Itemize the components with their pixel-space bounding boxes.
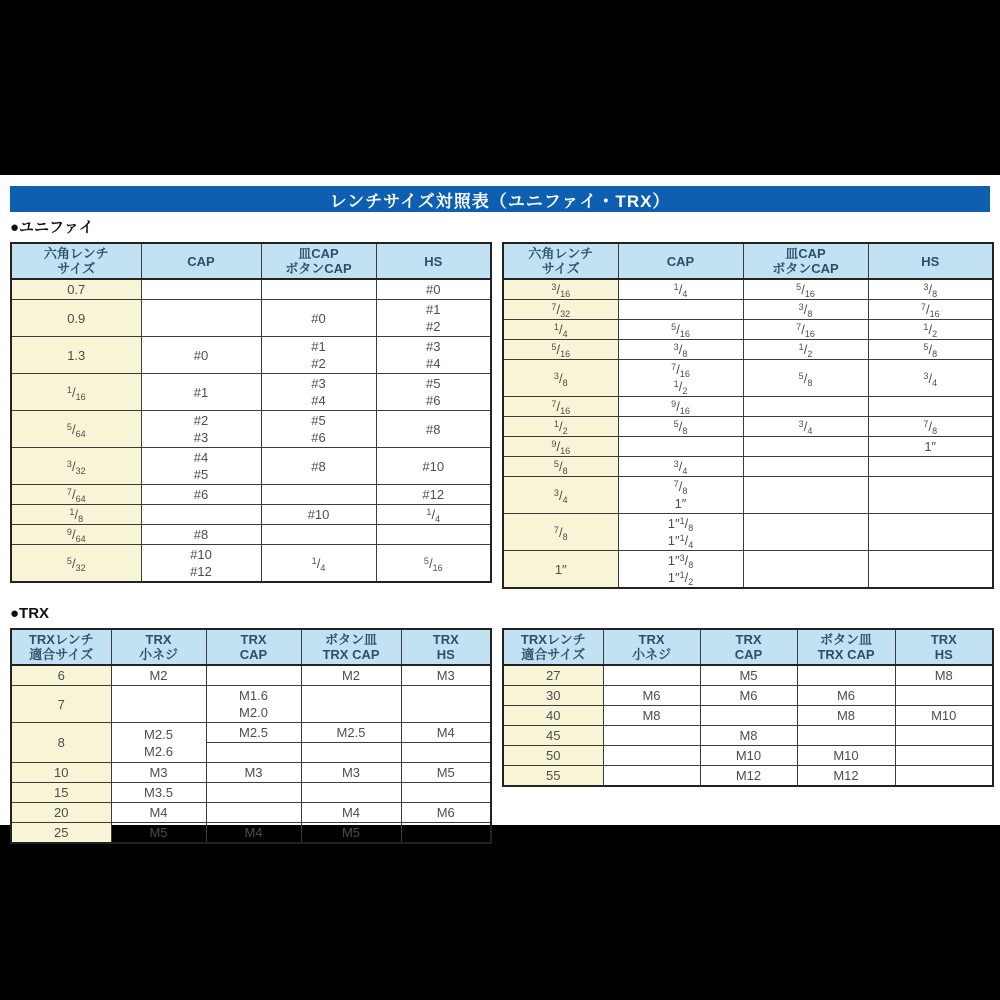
value-cell (301, 743, 401, 763)
table-row (503, 766, 993, 787)
value-cell (603, 665, 700, 686)
value-cell: #10 (376, 448, 491, 485)
table-row (11, 485, 491, 505)
size-cell: 1.3 (11, 337, 141, 374)
value-cell: #4 #5 (141, 448, 261, 485)
column-header: 皿CAP ボタンCAP (261, 243, 376, 279)
value-cell (797, 726, 895, 746)
value-cell: #1 #2 (376, 300, 491, 337)
value-cell: M3 (111, 763, 206, 783)
value-cell: M8 (700, 726, 797, 746)
value-cell: $^1/_4$ (376, 505, 491, 525)
value-cell: $^3/_4$ (868, 360, 993, 397)
table-row (503, 457, 993, 477)
value-cell: M2.5 (301, 723, 401, 743)
value-cell: M5 (301, 823, 401, 844)
column-header: HS (376, 243, 491, 279)
value-cell: $^3/_4$ (618, 457, 743, 477)
value-cell: #3 #4 (261, 374, 376, 411)
value-cell (895, 746, 993, 766)
value-cell: M3 (206, 763, 301, 783)
unify-left-table (10, 242, 492, 583)
trx-tables-row (10, 628, 990, 844)
value-cell: M10 (700, 746, 797, 766)
column-header: TRX HS (895, 629, 993, 665)
value-cell: #5 #6 (261, 411, 376, 448)
table-row (503, 437, 993, 457)
value-cell (743, 397, 868, 417)
value-cell: M3.5 (111, 783, 206, 803)
value-cell: M10 (895, 706, 993, 726)
size-cell: 30 (503, 686, 603, 706)
table-row (11, 337, 491, 374)
value-cell: #0 (141, 337, 261, 374)
value-cell (868, 397, 993, 417)
value-cell: $^5/_8$ (743, 360, 868, 397)
size-cell: $^5/_8$ (503, 457, 618, 477)
size-cell: 1″ (503, 551, 618, 589)
value-cell: $^1/_2$ (743, 340, 868, 360)
value-cell (401, 686, 491, 723)
value-cell: #12 (376, 485, 491, 505)
table-row (503, 477, 993, 514)
value-cell (743, 514, 868, 551)
value-cell: #0 (261, 300, 376, 337)
size-cell: $^3/_8$ (503, 360, 618, 397)
value-cell (868, 477, 993, 514)
table-row (503, 300, 993, 320)
value-cell: $1''^3/_8$ $1''^1/_2$ (618, 551, 743, 589)
column-header: CAP (618, 243, 743, 279)
value-cell: $^3/_8$ (618, 340, 743, 360)
table-row (503, 665, 993, 686)
table-row (11, 763, 491, 783)
size-cell: $^3/_4$ (503, 477, 618, 514)
value-cell: M6 (797, 686, 895, 706)
table-row (503, 340, 993, 360)
value-cell: $^5/_{16}$ (743, 279, 868, 300)
table-row (11, 686, 491, 723)
value-cell: $^7/_8$ 1″ (618, 477, 743, 514)
table-row (11, 823, 491, 844)
size-cell: $^1/_8$ (11, 505, 141, 525)
value-cell (206, 665, 301, 686)
value-cell: M4 (401, 723, 491, 743)
value-cell: $^9/_{16}$ (618, 397, 743, 417)
value-cell (743, 457, 868, 477)
table-row (11, 783, 491, 803)
value-cell (401, 783, 491, 803)
value-cell: M5 (401, 763, 491, 783)
size-cell: 0.9 (11, 300, 141, 337)
table-row (11, 411, 491, 448)
value-cell: $^1/_4$ (261, 545, 376, 583)
value-cell: $^5/_{16}$ (376, 545, 491, 583)
column-header: ボタン皿 TRX CAP (301, 629, 401, 665)
size-cell: 20 (11, 803, 111, 823)
value-cell (141, 300, 261, 337)
table-row (503, 417, 993, 437)
column-header: TRX CAP (206, 629, 301, 665)
size-cell: $^1/_4$ (503, 320, 618, 340)
unify-tables-row (10, 242, 990, 589)
table-row (503, 514, 993, 551)
size-cell: 25 (11, 823, 111, 844)
size-cell: 27 (503, 665, 603, 686)
column-header: TRX HS (401, 629, 491, 665)
value-cell (261, 279, 376, 300)
value-cell (895, 726, 993, 746)
size-cell: 50 (503, 746, 603, 766)
value-cell (743, 551, 868, 589)
content-panel (0, 175, 1000, 840)
value-cell (618, 437, 743, 457)
value-cell: M2.5 M2.6 (111, 723, 206, 763)
value-cell: #10 #12 (141, 545, 261, 583)
value-cell (401, 743, 491, 763)
column-header: TRX CAP (700, 629, 797, 665)
value-cell (618, 300, 743, 320)
value-cell: M4 (206, 823, 301, 844)
value-cell: $^7/_{16}$ (743, 320, 868, 340)
value-cell (141, 279, 261, 300)
value-cell: M4 (111, 803, 206, 823)
column-header: TRXレンチ 適合サイズ (11, 629, 111, 665)
value-cell: M1.6 M2.0 (206, 686, 301, 723)
value-cell: M2 (301, 665, 401, 686)
size-cell: $^7/_8$ (503, 514, 618, 551)
size-cell: $^7/_{16}$ (503, 397, 618, 417)
table-row (503, 279, 993, 300)
value-cell: M3 (301, 763, 401, 783)
value-cell: #2 #3 (141, 411, 261, 448)
value-cell: M12 (797, 766, 895, 787)
column-header: ボタン皿 TRX CAP (797, 629, 895, 665)
size-cell: 40 (503, 706, 603, 726)
value-cell: M10 (797, 746, 895, 766)
value-cell: M4 (301, 803, 401, 823)
value-cell (895, 686, 993, 706)
size-cell: 6 (11, 665, 111, 686)
table-row (11, 665, 491, 686)
value-cell (301, 686, 401, 723)
column-header: 六角レンチ サイズ (503, 243, 618, 279)
size-cell: $^9/_{64}$ (11, 525, 141, 545)
value-cell (700, 706, 797, 726)
value-cell: #10 (261, 505, 376, 525)
page-title: レンチサイズ対照表（ユニファイ・TRX） (329, 191, 671, 211)
value-cell: #8 (141, 525, 261, 545)
column-header: TRX 小ネジ (111, 629, 206, 665)
value-cell (868, 514, 993, 551)
table-row (11, 723, 491, 743)
header-row (503, 629, 993, 665)
column-header: 六角レンチ サイズ (11, 243, 141, 279)
value-cell: M5 (111, 823, 206, 844)
value-cell: $^5/_{16}$ (618, 320, 743, 340)
value-cell: M6 (700, 686, 797, 706)
value-cell: #5 #6 (376, 374, 491, 411)
value-cell: $^7/_{16}$ $^1/_2$ (618, 360, 743, 397)
value-cell: M5 (700, 665, 797, 686)
size-cell: 7 (11, 686, 111, 723)
value-cell (868, 551, 993, 589)
value-cell (376, 525, 491, 545)
trx-left-table (10, 628, 492, 844)
table-row (11, 374, 491, 411)
value-cell: M8 (603, 706, 700, 726)
value-cell (261, 525, 376, 545)
value-cell (206, 743, 301, 763)
size-cell: $^3/_{32}$ (11, 448, 141, 485)
unify-right-table (502, 242, 994, 589)
header-row (11, 243, 491, 279)
size-cell: $^7/_{32}$ (503, 300, 618, 320)
value-cell: 1″ (868, 437, 993, 457)
header-row (11, 629, 491, 665)
value-cell: $^3/_8$ (868, 279, 993, 300)
section-label-trx: ●TRX (10, 605, 50, 622)
value-cell: $^3/_4$ (743, 417, 868, 437)
table-row (11, 279, 491, 300)
column-header: TRXレンチ 適合サイズ (503, 629, 603, 665)
value-cell (206, 783, 301, 803)
value-cell (301, 783, 401, 803)
table-row (11, 545, 491, 583)
size-cell: $^1/_2$ (503, 417, 618, 437)
value-cell: #6 (141, 485, 261, 505)
value-cell: #3 #4 (376, 337, 491, 374)
table-row (11, 525, 491, 545)
table-row (503, 706, 993, 726)
value-cell (868, 457, 993, 477)
table-row (503, 746, 993, 766)
value-cell: #0 (376, 279, 491, 300)
value-cell: M2.5 (206, 723, 301, 743)
table-row (503, 397, 993, 417)
value-cell (797, 665, 895, 686)
value-cell (401, 823, 491, 844)
table-row (503, 686, 993, 706)
size-cell: 8 (11, 723, 111, 763)
section-label-unify: ●ユニファイ (10, 219, 94, 236)
value-cell: M8 (797, 706, 895, 726)
value-cell: $^1/_4$ (618, 279, 743, 300)
value-cell: #8 (376, 411, 491, 448)
value-cell (743, 477, 868, 514)
value-cell: $^3/_8$ (743, 300, 868, 320)
value-cell: $^5/_8$ (618, 417, 743, 437)
column-header: TRX 小ネジ (603, 629, 700, 665)
table-row (503, 551, 993, 589)
value-cell (603, 746, 700, 766)
value-cell: M8 (895, 665, 993, 686)
size-cell: 0.7 (11, 279, 141, 300)
value-cell (895, 766, 993, 787)
value-cell: #1 (141, 374, 261, 411)
value-cell (603, 766, 700, 787)
value-cell: M12 (700, 766, 797, 787)
value-cell: $^5/_8$ (868, 340, 993, 360)
value-cell (111, 686, 206, 723)
table-row (11, 505, 491, 525)
value-cell: $1''^1/_8$ $1''^1/_4$ (618, 514, 743, 551)
table-row (503, 726, 993, 746)
size-cell: $^5/_{64}$ (11, 411, 141, 448)
size-cell: 55 (503, 766, 603, 787)
size-cell: $^5/_{32}$ (11, 545, 141, 583)
size-cell: 10 (11, 763, 111, 783)
value-cell: M2 (111, 665, 206, 686)
value-cell (261, 485, 376, 505)
value-cell: $^7/_{16}$ (868, 300, 993, 320)
value-cell (141, 505, 261, 525)
value-cell (743, 437, 868, 457)
table-row (11, 448, 491, 485)
size-cell: $^9/_{16}$ (503, 437, 618, 457)
table-row (11, 803, 491, 823)
column-header: HS (868, 243, 993, 279)
value-cell (603, 726, 700, 746)
header-row (503, 243, 993, 279)
title-banner (10, 186, 990, 212)
table-row (11, 300, 491, 337)
value-cell: $^1/_2$ (868, 320, 993, 340)
size-cell: 15 (11, 783, 111, 803)
value-cell: M6 (401, 803, 491, 823)
table-row (503, 320, 993, 340)
size-cell: $^3/_{16}$ (503, 279, 618, 300)
value-cell: #1 #2 (261, 337, 376, 374)
size-cell: $^7/_{64}$ (11, 485, 141, 505)
value-cell: M6 (603, 686, 700, 706)
trx-right-table (502, 628, 994, 787)
size-cell: $^1/_{16}$ (11, 374, 141, 411)
value-cell: #8 (261, 448, 376, 485)
value-cell: $^7/_8$ (868, 417, 993, 437)
column-header: CAP (141, 243, 261, 279)
value-cell (206, 803, 301, 823)
value-cell: M3 (401, 665, 491, 686)
size-cell: 45 (503, 726, 603, 746)
size-cell: $^5/_{16}$ (503, 340, 618, 360)
table-row (503, 360, 993, 397)
column-header: 皿CAP ボタンCAP (743, 243, 868, 279)
